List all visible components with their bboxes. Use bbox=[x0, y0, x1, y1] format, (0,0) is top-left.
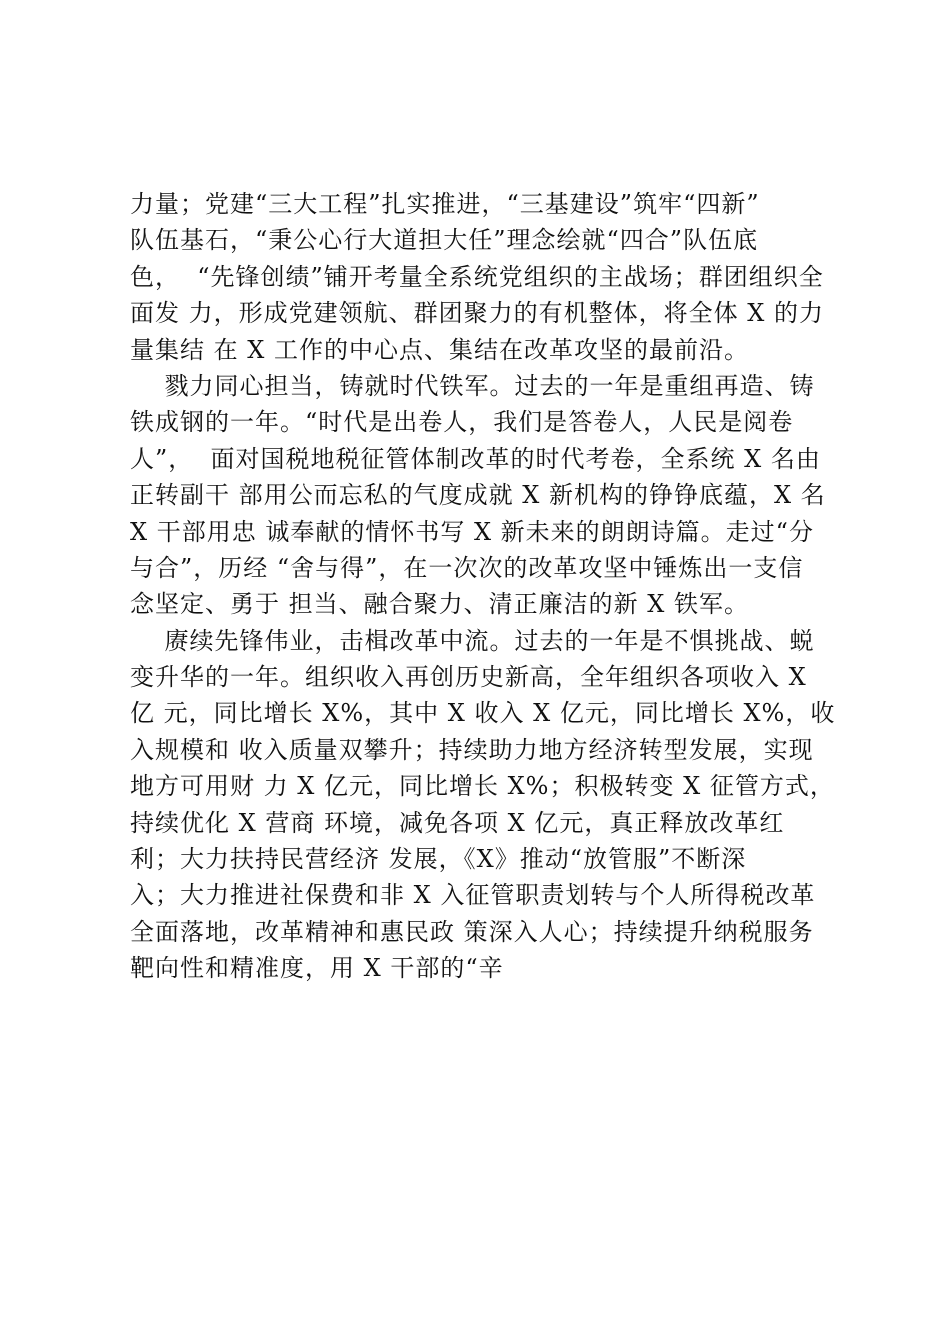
text-line: 亿 元，同比增长 X%，其中 X 收入 X 亿元，同比增长 X%，收 bbox=[130, 699, 836, 728]
text-line: 队伍基石，“秉公心行大道担大任”理念绘就“四合”队伍底 bbox=[130, 226, 759, 255]
text-line: 力量；党建“三大工程”扎实推进，“三基建设”筑牢“四新” bbox=[130, 190, 760, 218]
text-line: 正转副干 部用公而忘私的气度成就 X 新机构的铮铮底蕴，X 名 bbox=[130, 481, 826, 510]
text-line: 面发 力，形成党建领航、群团聚力的有机整体，将全体 X 的力 bbox=[130, 299, 824, 328]
text-line: X 干部用忠 诚奉献的情怀书写 X 新未来的朗朗诗篇。走过“分 bbox=[130, 517, 814, 546]
text-line: 入；大力推进社保费和非 X 入征管职责划转与个人所得税改革 bbox=[130, 881, 816, 910]
text-line: 入规模和 收入质量双攀升；持续助力地方经济转型发展，实现 bbox=[130, 735, 814, 764]
text-line: 人”， 面对国税地税征管体制改革的时代考卷，全系统 X 名由 bbox=[130, 444, 821, 473]
text-line: 持续优化 X 营商 环境，减免各项 X 亿元，真正释放改革红 bbox=[130, 808, 785, 837]
text-line: 利；大力扶持民营经济 发展，《X》推动“放管服”不断深 bbox=[130, 845, 747, 874]
text-line: 靶向性和精准度，用 X 干部的“辛 bbox=[130, 954, 504, 983]
text-line: 念坚定、勇于 担当、融合聚力、清正廉洁的新 X 铁军。 bbox=[130, 590, 749, 619]
body-text bbox=[130, 186, 860, 987]
text-line: 与合”，历经 “舍与得”，在一次次的改革攻坚中锤炼出一支信 bbox=[130, 553, 804, 582]
text-line: 变升华的一年。组织收入再创历史新高，全年组织各项收入 X bbox=[130, 663, 807, 692]
text-line: 量集结 在 X 工作的中心点、集结在改革攻坚的最前沿。 bbox=[130, 335, 749, 364]
text-line: 色， “先锋创绩”铺开考量全系统党组织的主战场；群团组织全 bbox=[130, 262, 824, 291]
text-line: 赓续先锋伟业，击楫改革中流。过去的一年是不惧挑战、蜕 bbox=[130, 626, 815, 655]
text-line: 地方可用财 力 X 亿元，同比增长 X%；积极转变 X 征管方式， bbox=[130, 772, 835, 801]
text-line: 戮力同心担当，铸就时代铁军。过去的一年是重组再造、铸 bbox=[130, 371, 815, 400]
text-line: 铁成钢的一年。“时代是出卷人，我们是答卷人，人民是阅卷 bbox=[130, 408, 794, 437]
text-line: 全面落地，改革精神和惠民政 策深入人心；持续提升纳税服务 bbox=[130, 917, 814, 946]
